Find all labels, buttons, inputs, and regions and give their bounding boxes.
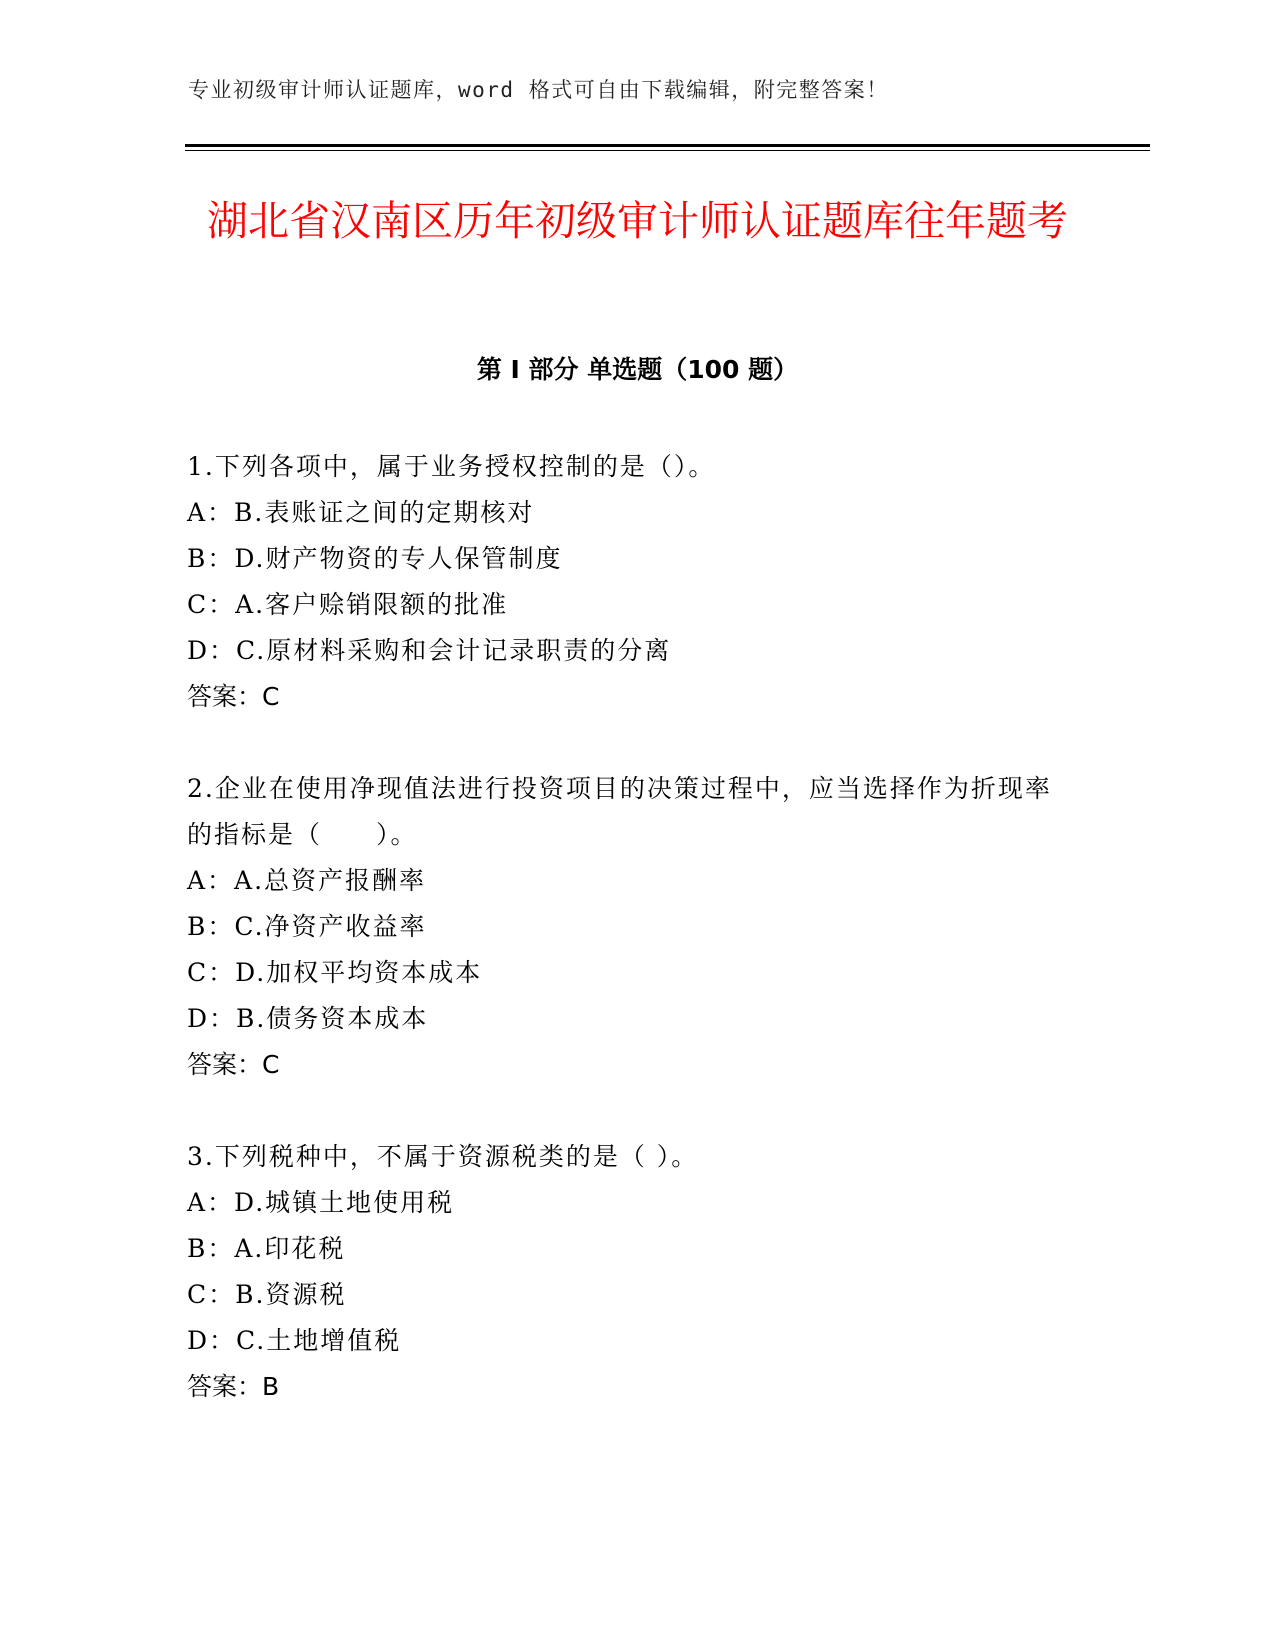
option-c: C：D.加权平均资本成本: [187, 958, 483, 987]
section-heading: 第 I 部分 单选题（100 题）: [476, 355, 799, 384]
option-b: B：A.印花税: [187, 1234, 346, 1263]
answer: 答案：B: [187, 1372, 280, 1401]
document-title: 湖北省汉南区历年初级审计师认证题库往年题考: [207, 197, 1068, 245]
question-item: [187, 444, 1067, 720]
question-item: [187, 766, 1067, 1088]
header-rule-thick: [185, 144, 1150, 147]
option-a: A：D.城镇土地使用税: [187, 1188, 455, 1217]
answer: 答案：C: [187, 1050, 280, 1079]
option-c: C：A.客户赊销限额的批准: [187, 590, 509, 619]
option-b: B：C.净资产收益率: [187, 912, 427, 941]
option-a: A：A.总资产报酬率: [187, 866, 427, 895]
question-list: [187, 444, 1067, 1456]
answer: 答案：C: [187, 682, 280, 711]
option-d: D：B.债务资本成本: [187, 1004, 429, 1033]
option-b: B：D.财产物资的专人保管制度: [187, 544, 563, 573]
question-stem: 3.下列税种中，不属于资源税类的是（ ）。: [187, 1142, 699, 1171]
header-note: 专业初级审计师认证题库，word 格式可自由下载编辑，附完整答案！: [188, 78, 889, 102]
option-a: A：B.表账证之间的定期核对: [187, 498, 535, 527]
question-stem: 2.企业在使用净现值法进行投资项目的决策过程中，应当选择作为折现率的指标是（ ）。: [187, 774, 1052, 849]
question-item: [187, 1134, 1067, 1410]
option-d: D：C.原材料采购和会计记录职责的分离: [187, 636, 672, 665]
option-c: C：B.资源税: [187, 1280, 347, 1309]
question-stem: 1.下列各项中，属于业务授权控制的是（）。: [187, 452, 716, 481]
option-d: D：C.土地增值税: [187, 1326, 402, 1355]
header-rule-thin: [185, 150, 1150, 151]
